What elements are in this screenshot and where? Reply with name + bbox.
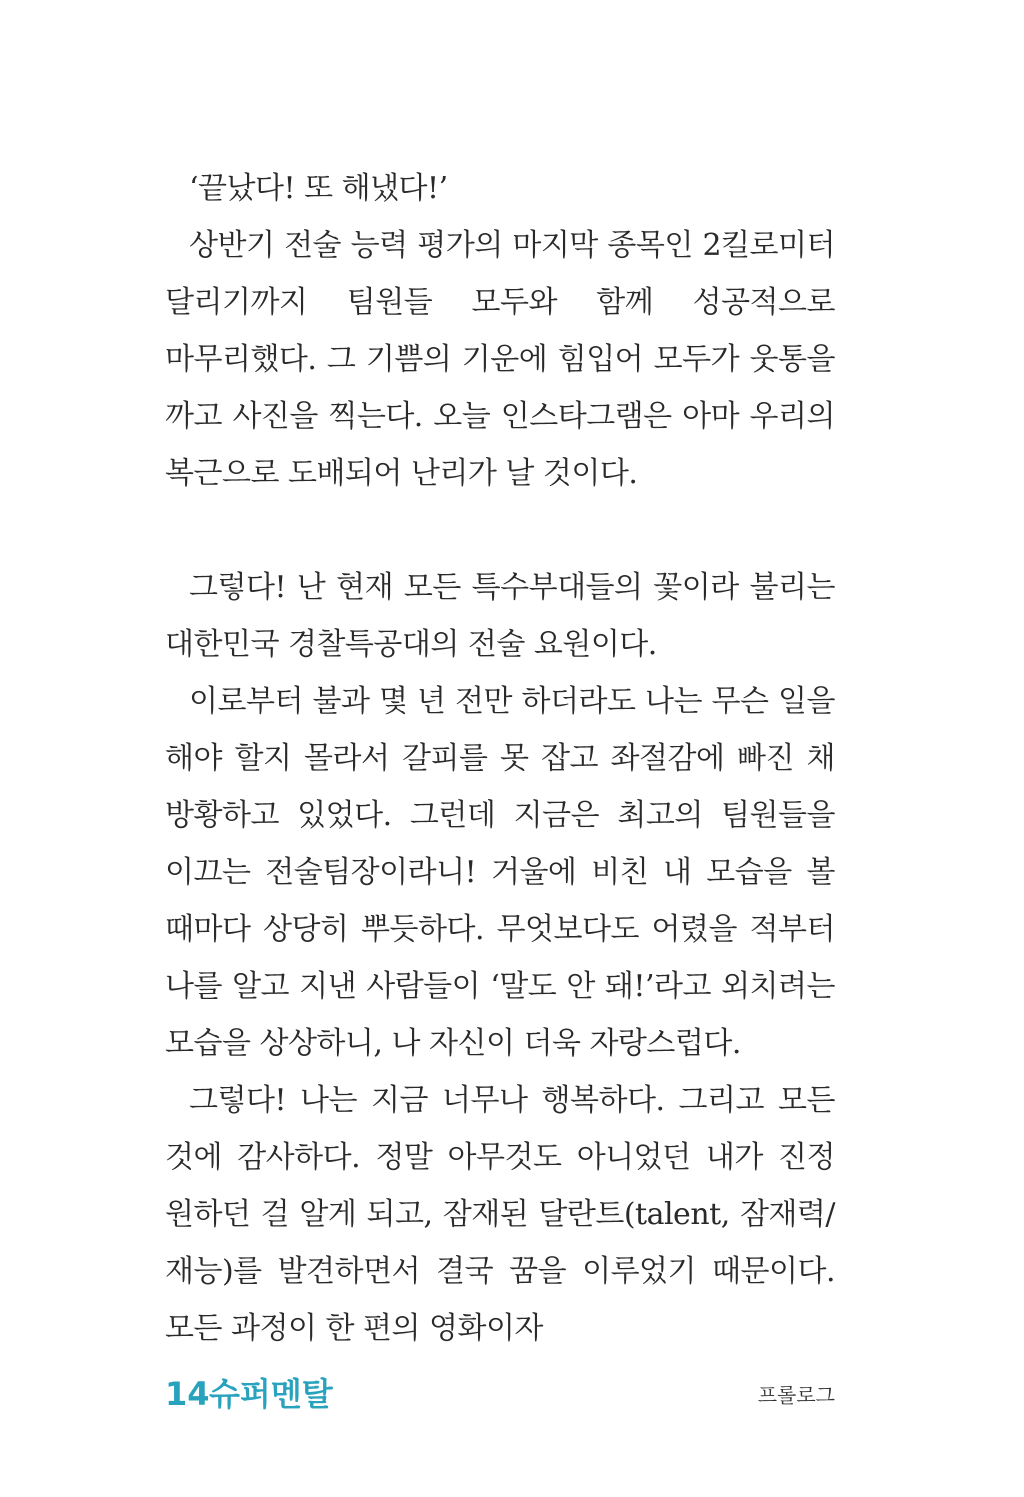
paragraph-past: 이로부터 불과 몇 년 전만 하더라도 나는 무슨 일을 해야 할지 몰라서 갈피를 못 잡고 좌절감에 빠진 채 방황하고 있었다. 그런데 지금은 최고의 팀원들을 이끄는 전술팀장이라니! 거울에 비친 내 모습을 볼 때마다 상당히 뿌듯하다. 무엇보다도 어렸을 적부터 나를 알고 지낸 사람들이 ‘말도 안 돼!’라고 외치려는 모습을 상상하니, 나 자신이 더욱 자랑스럽다. bbox=[165, 684, 835, 1061]
page-body bbox=[165, 160, 835, 1357]
page-footer bbox=[165, 1372, 835, 1416]
book-title: 슈퍼멘탈 bbox=[209, 1375, 333, 1413]
paragraph-exclamation: ‘끝났다! 또 해냈다!’ bbox=[189, 171, 448, 206]
page-number: 14 bbox=[165, 1375, 210, 1413]
paragraph-evaluation: 상반기 전술 능력 평가의 마지막 종목인 2킬로미터 달리기까지 팀원들 모두와 함께 성공적으로 마무리했다. 그 기쁨의 기운에 힘입어 모두가 웃통을 까고 사진을 찍는다. 오늘 인스타그램은 아마 우리의 복근으로 도배되어 난리가 날 것이다. bbox=[165, 228, 835, 491]
chapter-name: 프롤로그 bbox=[757, 1383, 835, 1407]
paragraph-gratitude: 그렇다! 나는 지금 너무나 행복하다. 그리고 모든 것에 감사하다. 정말 아무것도 아니었던 내가 진정 원하던 걸 알게 되고, 잠재된 달란트(talent, 잠재력/재능)를 발견하면서 결국 꿈을 이루었기 때문이다. 모든 과정이 한 편의 영화이자 bbox=[165, 1083, 835, 1346]
paragraph-identity: 그렇다! 난 현재 모든 특수부대들의 꽃이라 불리는 대한민국 경찰특공대의 전술 요원이다. bbox=[165, 570, 835, 662]
